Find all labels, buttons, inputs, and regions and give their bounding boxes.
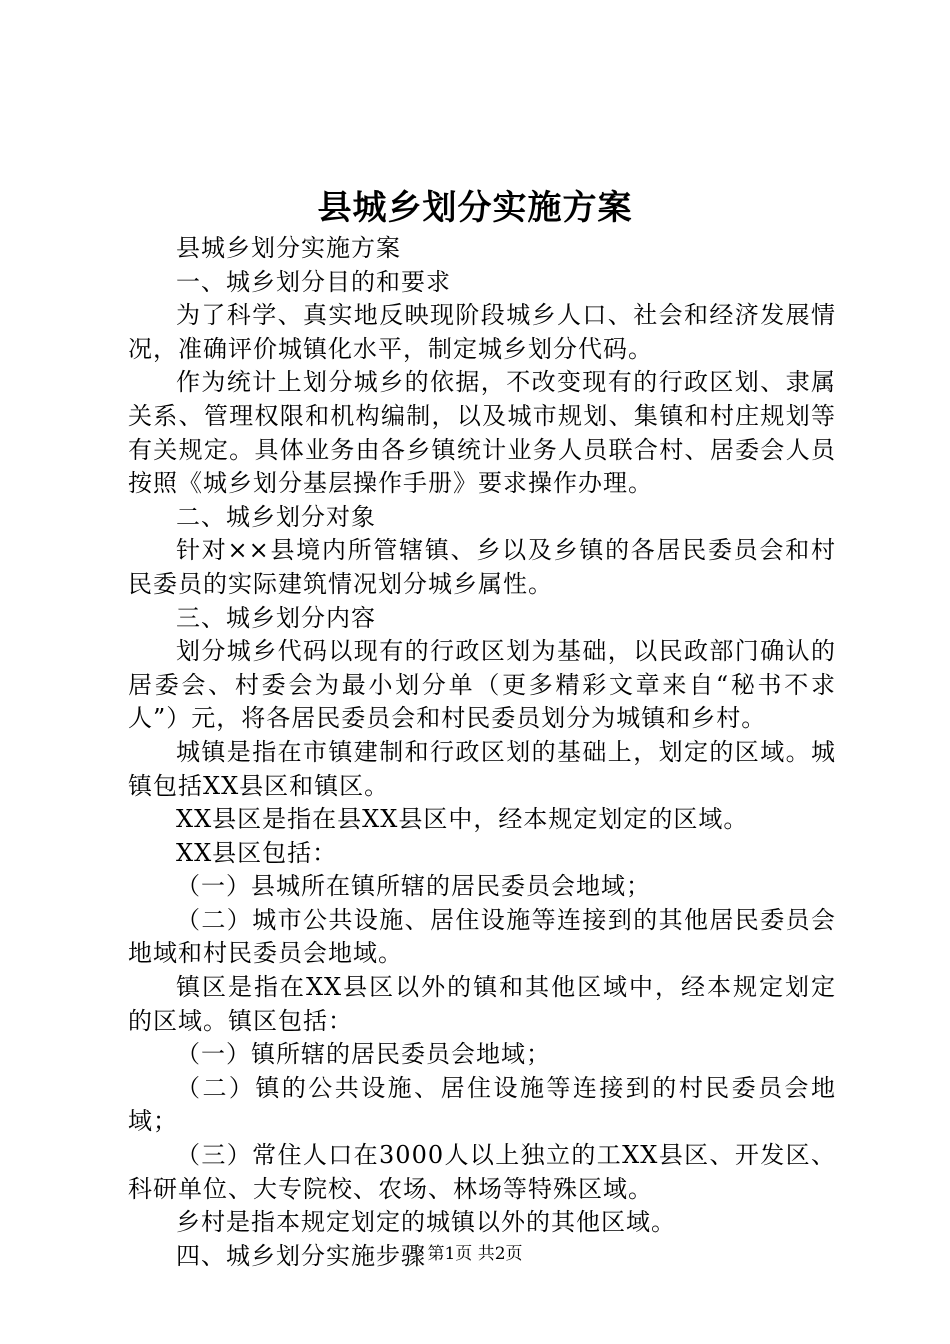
paragraph: 划分城乡代码以现有的行政区划为基础，以民政部门确认的居委会、村委会为最小划分单（更多精彩文章来自“秘书不求人”）元，将各居民委员会和村民委员划分为城镇和乡村。 xyxy=(128,637,836,733)
list-item: （二）镇的公共设施、居住设施等连接到的村民委员会地域； xyxy=(128,1073,836,1136)
document-body xyxy=(128,232,836,1273)
list-item: （二）城市公共设施、居住设施等连接到的其他居民委员会地域和村民委员会地域。 xyxy=(128,905,836,968)
list-item: （一）镇所辖的居民委员会地域； xyxy=(176,1040,551,1069)
paragraph: XX县区是指在县XX县区中，经本规定划定的区域。 xyxy=(176,805,749,834)
paragraph: 作为统计上划分城乡的依据，不改变现有的行政区划、隶属关系、管理权限和机构编制，以及城市规划、集镇和村庄规划等有关规定。具体业务由各乡镇统计业务人员联合村、居委会人员按照《城乡划分基层操作手册》要求操作办理。 xyxy=(128,368,836,498)
section-heading-2: 二、城乡划分对象 xyxy=(176,502,376,531)
paragraph: 针对××县境内所管辖镇、乡以及乡镇的各居民委员会和村民委员的实际建筑情况划分城乡属性。 xyxy=(128,536,836,598)
page-footer: 第1页 共2页 xyxy=(427,1244,523,1264)
paragraph: XX县区包括： xyxy=(176,838,338,867)
paragraph: 城镇是指在市镇建制和行政区划的基础上，划定的区域。城镇包括XX县区和镇区。 xyxy=(128,737,836,800)
section-heading-3: 三、城乡划分内容 xyxy=(176,603,376,632)
paragraph: 乡村是指本规定划定的城镇以外的其他区域。 xyxy=(176,1208,676,1237)
list-item: （一）县城所在镇所辖的居民委员会地域； xyxy=(176,872,651,901)
paragraph: 为了科学、真实地反映现阶段城乡人口、社会和经济发展情况，准确评价城镇化水平，制定城乡划分代码。 xyxy=(128,301,836,363)
list-item: （三）常住人口在3000人以上独立的工XX县区、开发区、科研单位、大专院校、农场、林场等特殊区域。 xyxy=(128,1141,836,1203)
paragraph: 镇区是指在XX县区以外的镇和其他区域中，经本规定划定的区域。镇区包括： xyxy=(128,973,836,1035)
paragraph-doc-heading: 县城乡划分实施方案 xyxy=(176,234,401,262)
document-title: 县城乡划分实施方案 xyxy=(317,188,633,228)
section-heading-1: 一、城乡划分目的和要求 xyxy=(176,267,451,296)
section-heading-4: 四、城乡划分实施步骤 xyxy=(176,1241,426,1270)
